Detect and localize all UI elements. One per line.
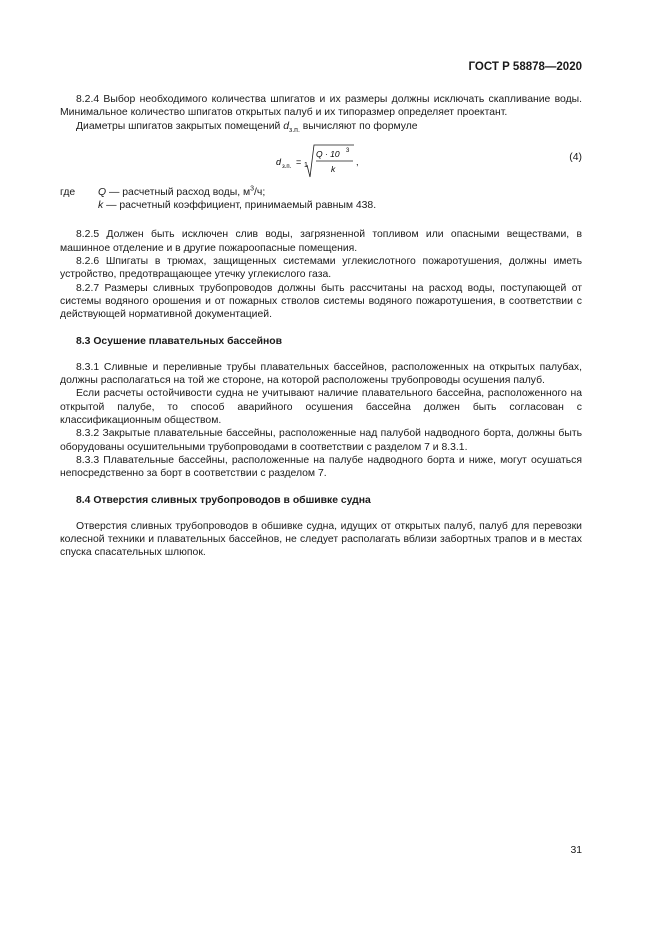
- paragraph-8-3-1: 8.3.1 Сливные и переливные трубы плавательных бассейнов, расположенных на открытых палубах, должны располагаться на той же стороне, на которой расположены трубопроводы осушения палуб.: [60, 361, 582, 387]
- intro-text-end: вычисляют по формуле: [299, 120, 418, 132]
- legend-q-text: — расчетный расход воды, м: [106, 186, 251, 198]
- paragraph-8-2-7: 8.2.7 Размеры сливных трубопроводов должны быть рассчитаны на расход воды, поступающей от системы водяного орошения и от пожарных стволов системы водяного пожаротушения, в соответствии с действующей нормативной документацией.: [60, 282, 582, 321]
- paragraph-8-4: Отверстия сливных трубопроводов в обшивке судна, идущих от открытых палуб, палуб для перевозки колесной техники и плавательных бассейнов, не следует располагать вблизи забортных трапов и в местах спуска спасательных шлюпок.: [60, 520, 582, 559]
- paragraph-8-2-6: 8.2.6 Шпигаты в трюмах, защищенных системами углекислотного пожаротушения, должны иметь устройство, предотвращающее утечку углекислого газа.: [60, 256, 582, 281]
- formula-comma: ,: [356, 156, 359, 167]
- paragraph-8-3-2: 8.3.2 Закрытые плавательные бассейны, расположенные над палубой надводного борта, должны быть оборудованы осушительными трубопроводами в соответствии с разделом 7 и 8.3.1.: [60, 428, 582, 453]
- intro-variable: d: [283, 120, 289, 132]
- paragraph-8-3-1-cont: Если расчеты остойчивости судна не учитывают наличие плавательного бассейна, расположенного на открытой палубе, то способ аварийного осушения бассейна должен быть согласован с классификационным обществом.: [60, 388, 582, 427]
- legend-k-var: k: [98, 200, 104, 212]
- document-body: [60, 93, 582, 560]
- legend-label: где: [60, 186, 76, 198]
- page-number: 31: [570, 845, 582, 856]
- formula-number: (4): [569, 151, 582, 163]
- legend-k: [60, 199, 582, 212]
- formula-svg: [276, 143, 366, 183]
- spacer: [60, 348, 582, 361]
- section-8-3-title: 8.3 Осушение плавательных бассейнов: [76, 335, 283, 347]
- paragraph-8-3-3: 8.3.3 Плавательные бассейны, расположенные на палубе надводного борта и ниже, могут осушаться непосредственно за борт в соответствии с разделом 7.: [60, 454, 582, 480]
- spacer: [60, 322, 582, 335]
- numerator-text: Q · 10: [316, 148, 340, 159]
- formula-lhs-subscript: з.п.: [282, 163, 292, 170]
- formula-lhs: d: [276, 156, 282, 167]
- spacer: [60, 481, 582, 494]
- legend-q: [60, 186, 582, 199]
- spacer: [60, 507, 582, 520]
- legend-q-content: [78, 187, 265, 198]
- paragraph-8-2-4: 8.2.4 Выбор необходимого количества шпигатов и их размеры должны исключать скапливание воды. Минимальное количество шпигатов открытых палуб и их типоразмер определяет проектант.: [60, 94, 582, 119]
- paragraph-8-2-5: 8.2.5 Должен быть исключен слив воды, загрязненной топливом или опасными веществами, в машинное отделение и в другие пожароопасные помещения.: [60, 229, 582, 254]
- formula-math: [276, 143, 366, 187]
- legend-k-content: [80, 200, 376, 211]
- legend-q-var: Q: [98, 186, 107, 198]
- formula-4: [60, 137, 582, 182]
- formula-numerator: [316, 149, 340, 159]
- paragraph-8-2-4-formula-intro: [60, 120, 582, 133]
- formula-exponent: 3: [346, 147, 350, 154]
- legend-k-text: — расчетный коэффициент, принимаемый равным 438.: [103, 200, 377, 212]
- formula-legend: [60, 186, 582, 213]
- formula-denominator: k: [331, 163, 336, 174]
- spacer: [60, 212, 582, 228]
- legend-q-sup: 3: [250, 185, 255, 193]
- document-header: ГОСТ Р 58878—2020: [468, 61, 582, 73]
- formula-root-index: 1: [304, 161, 308, 169]
- formula-equals: =: [296, 156, 302, 167]
- legend-q-tail: /ч;: [254, 186, 266, 198]
- intro-variable-subscript: з.п.: [289, 126, 300, 134]
- section-8-4-title: 8.4 Отверстия сливных трубопроводов в обшивке судна: [76, 494, 371, 506]
- intro-text: Диаметры шпигатов закрытых помещений: [76, 120, 284, 132]
